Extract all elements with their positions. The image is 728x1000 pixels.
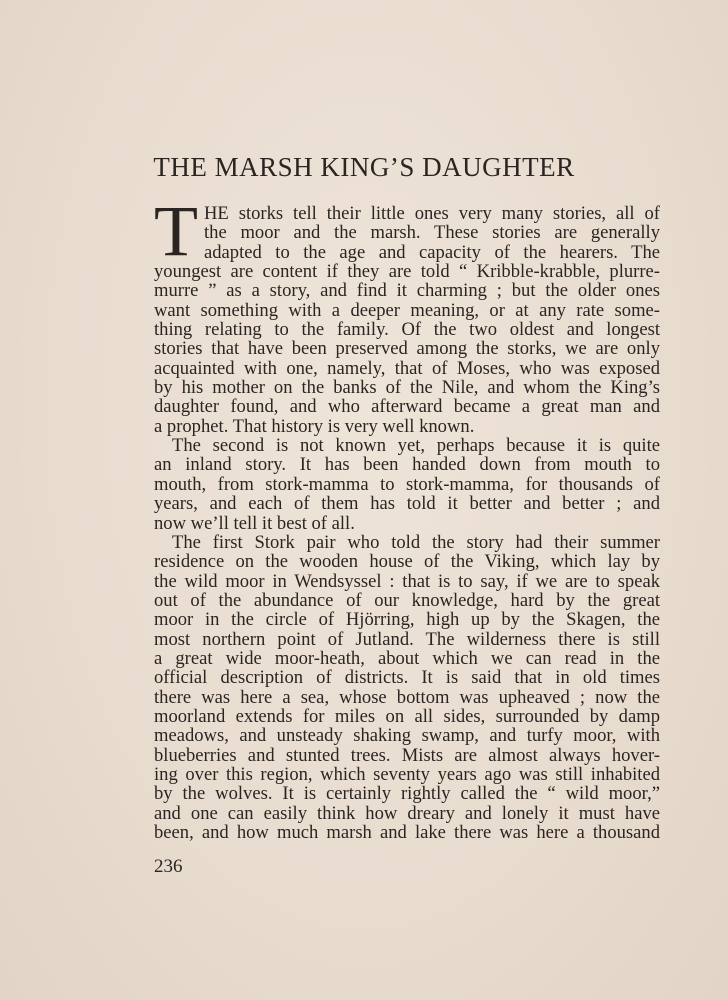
text-line: residence on the wooden house of the Viking, which lay by: [154, 552, 660, 572]
text-line: been, and how much marsh and lake there was here a thousand: [154, 823, 660, 843]
chapter-title: THE MARSH KING’S DAUGHTER: [153, 152, 575, 182]
text-line: youngest are content if they are told “ Kribble-krabble, plurre-: [154, 262, 660, 282]
text-line: most northern point of Jutland. The wilderness there is still: [154, 629, 660, 649]
text-line: stories that have been preserved among the storks, we are only: [154, 339, 660, 359]
text-line: adapted to the age and capacity of the hearers. The: [204, 242, 660, 263]
text-line: want something with a deeper meaning, or at any rate some-: [154, 300, 660, 321]
text-line: meadows, and unsteady shaking swamp, and turfy moor, with: [154, 726, 660, 746]
text-line: mouth, from stork-mamma to stork-mamma, for thousands of: [154, 474, 660, 495]
page-number: 236: [154, 856, 183, 877]
text-line: there was here a sea, whose bottom was upheaved ; now the: [154, 687, 660, 707]
text-line: the moor and the marsh. These stories are generally: [204, 223, 660, 243]
text-line: The second is not known yet, perhaps because it is quite: [172, 436, 660, 456]
text-line: ing over this region, which seventy years ago was still inhabited: [154, 764, 660, 785]
text-line: by the wolves. It is certainly rightly called the “ wild moor,”: [154, 784, 660, 804]
text-line: acquainted with one, namely, that of Moses, who was exposed: [154, 358, 660, 379]
text-line: thing relating to the family. Of the two oldest and longest: [154, 320, 660, 340]
text-line: HE storks tell their little ones very many stories, all of: [204, 204, 660, 224]
text-line: by his mother on the banks of the Nile, and whom the King’s: [154, 378, 660, 398]
text-line: out of the abundance of our knowledge, hard by the great: [154, 590, 660, 611]
text-line: The first Stork pair who told the story had their summer: [172, 532, 660, 553]
text-line: blueberries and stunted trees. Mists are almost always hover-: [154, 745, 660, 765]
text-line: moorland extends for miles on all sides, surrounded by damp: [154, 706, 660, 727]
text-line: the wild moor in Wendsyssel : that is to say, if we are to speak: [154, 571, 660, 591]
text-line: daughter found, and who afterward became a great man and: [154, 397, 660, 417]
text-line: a prophet. That history is very well known.: [154, 416, 475, 437]
text-line: murre ” as a story, and find it charming ; but the older ones: [154, 281, 660, 301]
text-line: moor in the circle of Hjörring, high up by the Skagen, the: [154, 610, 660, 630]
body-text: [154, 204, 660, 842]
text-line: official description of districts. It is said that in old times: [154, 668, 660, 688]
text-line: and one can easily think how dreary and lonely it must have: [154, 803, 660, 823]
text-line: now we’ll tell it best of all.: [154, 513, 355, 533]
text-line: a great wide moor-heath, about which we can read in the: [154, 648, 660, 669]
drop-cap: T: [154, 191, 198, 271]
text-line: an inland story. It has been handed down from mouth to: [154, 455, 660, 475]
text-line: years, and each of them has told it better and better ; and: [154, 494, 660, 514]
